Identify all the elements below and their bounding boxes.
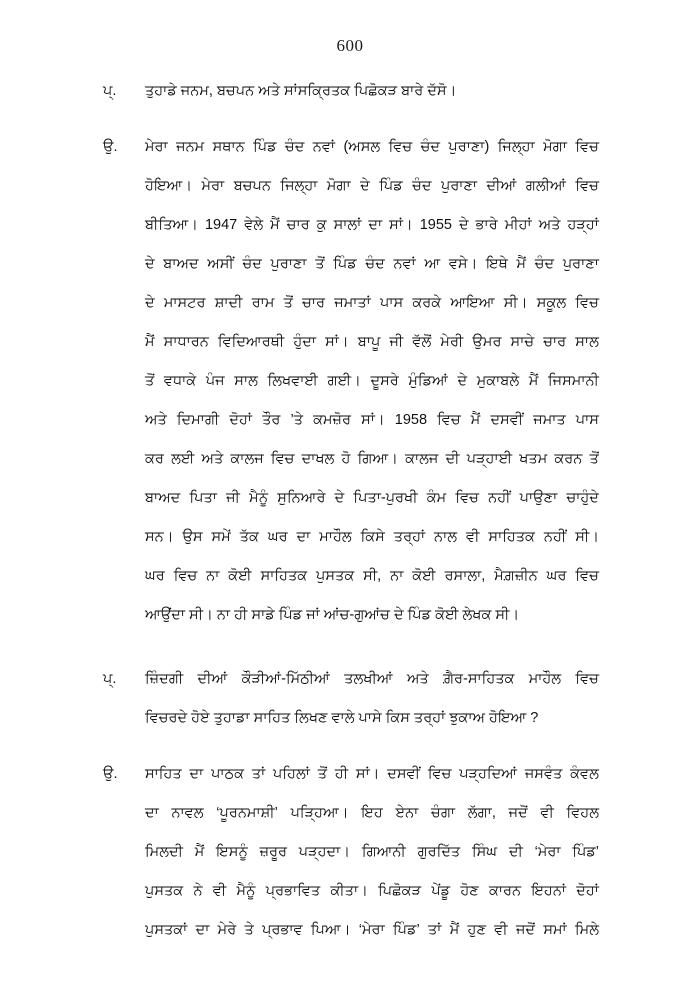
word: ਜਸਵੰਤ xyxy=(524,766,563,782)
word: ਦੀ xyxy=(508,844,523,860)
word: ਅਤੇ xyxy=(145,412,167,428)
word: ਪਾਸੇ xyxy=(358,710,382,726)
word: ਕਰ xyxy=(145,451,164,467)
word: ਚਾਹੁੰਦੇ xyxy=(566,490,599,506)
word: ਦੇ xyxy=(457,373,468,389)
word: ਦਾ xyxy=(145,805,159,821)
word: ਦੇ xyxy=(145,256,155,272)
word: ਚੰਦ xyxy=(242,256,262,272)
word: ਦੀਆਂ xyxy=(486,178,517,194)
word: ਸੀ। xyxy=(575,529,599,545)
word: ਤਾਂ xyxy=(427,922,442,938)
word: ਕੰਵਲ xyxy=(570,766,599,782)
word: ਵਿਚ xyxy=(575,139,599,155)
text-line xyxy=(145,699,599,738)
word: ਜਿਸਮਾਨੀ xyxy=(548,373,599,389)
word: 1955 xyxy=(419,217,452,233)
word: ਦੀ xyxy=(445,451,460,467)
text-line xyxy=(145,323,599,362)
word: ਦਾਖਲ xyxy=(301,451,335,467)
word: ਕਰਕੇ xyxy=(412,295,442,311)
word: ਵੀ xyxy=(494,922,508,938)
word: ਦਸਵੀਂ xyxy=(490,412,524,428)
word: ਵਧਾਕੇ xyxy=(163,373,197,389)
word: ਮੁੰਡਿਆਂ xyxy=(408,373,448,389)
word: ਵਿਚ xyxy=(270,451,295,467)
word: ਬਚਪਨ xyxy=(233,178,271,194)
word: ਤੋਂ xyxy=(317,766,327,782)
word: ਦਸਵੀਂ xyxy=(387,766,420,782)
text-lines xyxy=(145,128,599,635)
word: ਸਨ। xyxy=(145,529,174,545)
word: ’ਤੇ xyxy=(290,412,304,428)
word: ਦੇ xyxy=(145,295,155,311)
word: ਵਿਚ xyxy=(575,671,599,687)
word: ਤਾਂ xyxy=(251,766,266,782)
question-label: ਪ੍. xyxy=(103,671,117,687)
word: ਸਥਾਨ xyxy=(212,139,245,155)
word: ਬਾਰੇ xyxy=(401,83,424,99)
text-lines xyxy=(145,755,599,950)
word: ਸਾਲ xyxy=(575,334,599,350)
text-line xyxy=(145,518,599,557)
word: ‘ਮੇਰਾ xyxy=(534,844,561,860)
word: ਪਿੰਡ’ xyxy=(572,844,599,860)
word: ਪੁਰਾਣਾ xyxy=(440,178,478,194)
word: ਮੇਰੇ xyxy=(217,922,237,938)
word: ਸੀ। xyxy=(495,607,520,623)
word: ਦੇ xyxy=(393,607,404,623)
word: ਵਿਚ xyxy=(575,568,599,584)
word: ਬਚਪਨ xyxy=(216,83,255,99)
word: ਪਿੰਡ xyxy=(253,139,277,155)
word: ਸੀ। xyxy=(503,295,528,311)
word: ਚੰਦ xyxy=(412,178,432,194)
word: ਰਸਾਲਾ, xyxy=(444,568,486,584)
word: ਸਾਂਸਕ੍ਰਿਤਕ xyxy=(284,83,351,99)
word: ਸਾਡੇ xyxy=(251,607,275,623)
word: ਨਾ xyxy=(216,607,231,623)
answer-label: ਉ. xyxy=(103,766,118,782)
word: ਤੋਂ xyxy=(283,295,293,311)
word: ਹੀ xyxy=(234,607,248,623)
text-lines xyxy=(145,72,599,111)
word: ਤਲਖੀਆਂ xyxy=(344,671,393,687)
word: ਲੇਖਕ xyxy=(462,607,492,623)
word: ਮੈਂ xyxy=(194,844,205,860)
text-line xyxy=(145,128,599,167)
word: ਮੇਰਾ xyxy=(145,139,168,155)
word: (ਅਸਲ xyxy=(343,139,381,155)
word: ਮੈਂ xyxy=(516,256,527,272)
word: ਵੀ xyxy=(540,805,554,821)
word: ਪੁਸਤਕ xyxy=(316,568,355,584)
word: ਨਾਲ xyxy=(434,529,458,545)
word: ਸਾਲ xyxy=(234,373,258,389)
word: ਪਿੰਡ’ xyxy=(393,922,420,938)
text-lines xyxy=(145,660,599,738)
word: ਕੋਈ xyxy=(435,607,459,623)
word: ਲਿਖਵਾਈ xyxy=(267,373,318,389)
word: ਦਾ xyxy=(296,529,311,545)
word: ਸ਼ਾਦੀ xyxy=(214,295,243,311)
word: ਪੜ੍ਹਦਾ। xyxy=(298,844,351,860)
word: ਮੈਗ਼ਜ਼ੀਨ xyxy=(494,568,538,584)
word: ਆਂਚ-ਗੁਆਂਚ xyxy=(323,607,390,623)
word: ਘਰ xyxy=(546,568,567,584)
word: ਖਤਮ xyxy=(519,451,548,467)
word: ਪਾਉਣਾ xyxy=(519,490,558,506)
word: ਚੰਦ xyxy=(534,256,555,272)
word: ਪੜ੍ਹਿਆ। xyxy=(290,805,349,821)
word: ਚੰਦ xyxy=(284,139,305,155)
word: ਤਰ੍ਹਾਂ xyxy=(414,710,446,726)
word: ਨਹੀਂ xyxy=(488,490,511,506)
word: 1958 xyxy=(394,412,428,428)
word: ਨਾ xyxy=(390,568,404,584)
word: ਕੀਤਾ। xyxy=(330,883,368,899)
word: ਨਵਾਂ xyxy=(312,139,336,155)
word: ਹੁੰਦਾ xyxy=(293,334,317,350)
word: ਮੈਂ xyxy=(528,373,539,389)
word: ਵੇਲੇ xyxy=(244,217,264,233)
word: ਦਾ xyxy=(189,766,204,782)
word: ਵਿਚ xyxy=(575,178,599,194)
word: ਚਾਰ xyxy=(302,295,326,311)
word: ਵੀ xyxy=(466,529,480,545)
word: ਪ੍ਰਭਾਵ xyxy=(262,922,303,938)
word: ਸਮਾਂ xyxy=(543,922,567,938)
text-line xyxy=(145,401,599,440)
word: ਤੱਕ xyxy=(239,529,259,545)
word: ਦਿਮਾਗੀ xyxy=(176,412,220,428)
document-body xyxy=(103,72,599,950)
word: ਹੋਇਆ। xyxy=(145,178,193,194)
word: ਗ਼ੈਰ-ਸਾਹਿਤਕ xyxy=(442,671,515,687)
word: ਮੇਰਾ xyxy=(201,178,225,194)
word: ਜਦੋਂ xyxy=(508,805,528,821)
word: ਨਾਵਲ xyxy=(171,805,204,821)
word: ਜੀ xyxy=(389,334,404,350)
word: ਸਾਂ। xyxy=(389,217,413,233)
text-line xyxy=(145,167,599,206)
word: ਲਈ xyxy=(171,451,195,467)
word: ਚਾਰ xyxy=(543,334,567,350)
word: ਅਤੇ xyxy=(258,83,280,99)
word: ਪਿੰਡ xyxy=(278,607,303,623)
word: ਗਲੀਆਂ xyxy=(525,178,566,194)
word: ਮਾਹੌਲ xyxy=(319,529,352,545)
word: ਲਿਖਣ xyxy=(294,710,328,726)
word: ਚਾਰ xyxy=(286,217,310,233)
word: ਜਮਾਤ xyxy=(533,412,566,428)
word: ਦਾ xyxy=(368,217,383,233)
word: ਜਨਮ, xyxy=(180,83,213,99)
word: ਕਿਸ xyxy=(385,710,410,726)
text-line xyxy=(145,872,599,911)
word: ਪੁਰਾਣਾ) xyxy=(448,139,490,155)
word: ਵਿਦਿਆਰਥੀ xyxy=(217,334,285,350)
word: ਨਾ xyxy=(206,568,220,584)
word: ਪਿੰਡ xyxy=(333,256,357,272)
answer-label: ਉ. xyxy=(103,139,118,155)
word: ਘਰ xyxy=(145,568,165,584)
text-line xyxy=(145,206,599,245)
word: ਮੋਗਾ xyxy=(326,178,351,194)
word: ਮੈਂ xyxy=(145,334,155,350)
word: ਮੀਹਾਂ xyxy=(504,217,532,233)
word: ਬਾਅਦ xyxy=(163,256,199,272)
word: ਪਿੰਡ xyxy=(379,178,403,194)
word: ਮੈਨੂੰ xyxy=(249,490,269,506)
word: ਚੰਦ xyxy=(420,139,440,155)
word: ਕਿਸੇ xyxy=(360,529,385,545)
word: ਵਸੇ। xyxy=(448,256,478,272)
text-line xyxy=(145,72,599,111)
word: ਜਿਲ੍ਹਾ xyxy=(497,139,535,155)
word: ਜ਼ਰੂਰ xyxy=(259,844,287,860)
word: ਉਮਰ xyxy=(472,334,502,350)
text-line xyxy=(145,833,599,872)
word: ਪੁਰਾਣਾ xyxy=(562,256,599,272)
word: ਗਿਆ। xyxy=(357,451,398,467)
word: ਕਾਰਨ xyxy=(488,883,522,899)
word: ਸਾਹਿਤਕ xyxy=(260,568,308,584)
word: ਮਾਹੌਲ xyxy=(528,671,562,687)
word: ਤੌਰ xyxy=(262,412,281,428)
word: ਪੁਰਾਣਾ xyxy=(270,256,307,272)
word: ਕੁ xyxy=(316,217,327,233)
text-line xyxy=(145,660,599,699)
word: ਪੜ੍ਹਦਿਆਂ xyxy=(459,766,517,782)
word: ਵਿਚ xyxy=(173,568,198,584)
word: ਵਿਚ xyxy=(427,766,452,782)
word: ਆਉਂਦਾ xyxy=(145,607,186,623)
word: ਅਸੀਂ xyxy=(207,256,234,272)
word: ਦੂਸਰੇ xyxy=(370,373,399,389)
word: ਕਰਨ xyxy=(554,451,583,467)
word: ਮੇਰੀ xyxy=(440,334,464,350)
text-line xyxy=(145,557,599,596)
text-line xyxy=(145,362,599,401)
word: ਸਾਧਾਰਨ xyxy=(163,334,209,350)
word: ਹੋਏ xyxy=(191,710,210,726)
word: ਹੋਇਆ xyxy=(488,710,527,726)
word: ਹੀ xyxy=(334,766,349,782)
word: ਦੋਹਾਂ xyxy=(576,883,599,899)
word: ਜੀ xyxy=(226,490,240,506)
word: ਵਿਹਲ xyxy=(566,805,599,821)
word: ਬਾਪੂ xyxy=(357,334,381,350)
word: ? xyxy=(530,710,539,726)
word: ਨਹੀਂ xyxy=(543,529,567,545)
word: ਇਹਨਾਂ xyxy=(531,883,566,899)
word: ਹੁਣ xyxy=(467,922,486,938)
word: ਏਨਾ xyxy=(395,805,419,821)
word: ਹੋਣ xyxy=(460,883,479,899)
word: ਪਾਸ xyxy=(380,295,404,311)
word: ਮੈਂ xyxy=(470,412,481,428)
word: ਪਿਤਾ-ਪੁਰਖੀ xyxy=(353,490,418,506)
word: ਗਈ। xyxy=(327,373,361,389)
word: ਚੰਦ xyxy=(365,256,385,272)
word: ਘਰ xyxy=(267,529,288,545)
word: 1947 xyxy=(204,217,238,233)
word: ਮੁਕਾਬਲੇ xyxy=(476,373,520,389)
text-line xyxy=(145,284,599,323)
word: ਸਾਚੇ xyxy=(510,334,535,350)
word: ਬਾਅਦ xyxy=(145,490,181,506)
word: ਪੇਂਡੂ xyxy=(431,883,451,899)
text-line xyxy=(145,596,599,635)
word: ਅਤੇ xyxy=(201,451,224,467)
word: ਕੋਈ xyxy=(412,568,436,584)
text-line xyxy=(145,245,599,284)
word: ਦੋਹਾਂ xyxy=(229,412,252,428)
word: ਦੇ xyxy=(334,490,345,506)
word: ਜਮਾਤਾਂ xyxy=(334,295,371,311)
word: ਆਇਆ xyxy=(450,295,495,311)
word: ਵਿਚ xyxy=(575,295,599,311)
word: ਮੈਨੂੰ xyxy=(236,883,256,899)
word: ਜਿਲ੍ਹਾ xyxy=(280,178,318,194)
text-line xyxy=(145,440,599,479)
text-line xyxy=(145,479,599,518)
word: ਸਾਹਿਤ xyxy=(253,710,291,726)
word: ਪਾਸ xyxy=(575,412,599,428)
word: ਰਾਮ xyxy=(251,295,275,311)
word: ਕੋਈ xyxy=(228,568,252,584)
word: ਜਾਂ xyxy=(306,607,320,623)
word: ਦੇ xyxy=(360,178,370,194)
word: ਮੋਗਾ xyxy=(543,139,567,155)
word: ਪਿਆ। xyxy=(310,922,351,938)
word: ਕਾਲਜ xyxy=(230,451,264,467)
word: ਮੈਂ xyxy=(449,922,460,938)
question-block xyxy=(103,660,599,738)
word: ਸਾਂ। xyxy=(361,412,385,428)
word: ਪਿਤਾ xyxy=(189,490,217,506)
word: ਤੋਂ xyxy=(589,451,599,467)
word: ਪਿੰਡ xyxy=(407,607,432,623)
text-line xyxy=(145,911,599,950)
word: ਦੀਆਂ xyxy=(197,671,228,687)
word: ‘ਮੇਰਾ xyxy=(358,922,385,938)
word: ਦੱਸੋ। xyxy=(427,83,457,99)
word: ਸਾਂ। xyxy=(325,334,349,350)
word: ਪੜ੍ਹਾਈ xyxy=(466,451,513,467)
word: ਬੀਤਿਆ। xyxy=(145,217,198,233)
word: ਮਿਲੇ xyxy=(574,922,599,938)
question-label: ਪ੍. xyxy=(103,83,117,99)
word: ਇਥੇ xyxy=(486,256,508,272)
word: ਸਾਹਿਤ xyxy=(145,766,182,782)
word: ਵਿਚਰਦੇ xyxy=(145,710,188,726)
word: ਸਮੇਂ xyxy=(211,529,231,545)
word: ਪੁਸਤਕਾਂ xyxy=(145,922,188,938)
answer-block xyxy=(103,128,599,635)
word: ਉਸ xyxy=(182,529,203,545)
word: ਮਾਸਟਰ xyxy=(163,295,206,311)
word: ਆ xyxy=(424,256,441,272)
word: ਜਨਮ xyxy=(176,139,205,155)
word: ਇਸਨੂੰ xyxy=(216,844,248,860)
word: ਕੌੜੀਆਂ-ਮਿੱਠੀਆਂ xyxy=(241,671,330,687)
word: ਸਾਲਾਂ xyxy=(333,217,362,233)
word: ਵਿਚ xyxy=(437,412,461,428)
word: ਅਤੇ xyxy=(538,217,561,233)
word: ਵੀ xyxy=(212,883,227,899)
word: ਇਹ xyxy=(361,805,383,821)
word: ਮਿਲਦੀ xyxy=(145,844,183,860)
word: ਦਾ xyxy=(195,922,210,938)
word: ਵਿਚ xyxy=(455,490,479,506)
word: ਪਿਛੋਕੜ xyxy=(378,883,422,899)
word: ਲੱਗਾ, xyxy=(467,805,496,821)
word: ਝੁਕਾਅ xyxy=(449,710,485,726)
word: ਜਦੋਂ xyxy=(515,922,536,938)
word: ਨੇ xyxy=(193,883,203,899)
word: ਹੋ xyxy=(341,451,351,467)
word: ਤੋਂ xyxy=(315,256,325,272)
word: ਪਹਿਲਾਂ xyxy=(273,766,310,782)
word: ਕਾਲਜ xyxy=(405,451,439,467)
word: ਭਾਰੇ xyxy=(475,217,498,233)
word: ਵੱਲੋਂ xyxy=(412,334,432,350)
word: ਪਿਛੋਕੜ xyxy=(354,83,398,99)
word: ਗਿਆਨੀ xyxy=(361,844,406,860)
word: ਜ਼ਿੰਦਗੀ xyxy=(145,671,184,687)
word: ਸਾਂ। xyxy=(355,766,380,782)
word: ਪ੍ਰਭਾਵਿਤ xyxy=(265,883,321,899)
word: ਪੁਸਤਕ xyxy=(145,883,184,899)
word: ਪਾਠਕ xyxy=(211,766,244,782)
word: ਸੀ, xyxy=(363,568,382,584)
word: ਤੇ xyxy=(244,922,254,938)
word: ਤੁਹਾਡਾ xyxy=(213,710,250,726)
word: ਤੁਹਾਡੇ xyxy=(145,83,177,99)
word: ਕੰਮ xyxy=(426,490,447,506)
word: ਤੋਂ xyxy=(145,373,155,389)
word: ਗੁਰਦਿੱਤ xyxy=(417,844,461,860)
word: ਦੇ xyxy=(459,217,469,233)
word: ਸਿੰਘ xyxy=(471,844,498,860)
word: ਵਾਲੇ xyxy=(331,710,355,726)
word: ਨਵਾਂ xyxy=(393,256,416,272)
word: ਵਿਚ xyxy=(388,139,413,155)
text-line xyxy=(145,755,599,794)
word: ਸਕੂਲ xyxy=(536,295,567,311)
text-line xyxy=(145,794,599,833)
word: ਸਾਹਿਤਕ xyxy=(488,529,535,545)
answer-block xyxy=(103,755,599,950)
word: ਪੰਜ xyxy=(205,373,225,389)
word: ਹੜ੍ਹਾਂ xyxy=(567,217,599,233)
word: ਅਤੇ xyxy=(406,671,429,687)
word: ਕਮਜ਼ੋਰ xyxy=(313,412,351,428)
page-number: 600 xyxy=(336,36,364,55)
question-block xyxy=(103,72,599,111)
word: ਤਰ੍ਹਾਂ xyxy=(393,529,426,545)
word: ਚੰਗਾ xyxy=(431,805,456,821)
word: ਮੈਂ xyxy=(270,217,280,233)
word: ‘ਪੂਰਨਮਾਸ਼ੀ’ xyxy=(216,805,278,821)
word: ਸੁਨਿਆਰੇ xyxy=(277,490,326,506)
word: ਸੀ। xyxy=(189,607,213,623)
